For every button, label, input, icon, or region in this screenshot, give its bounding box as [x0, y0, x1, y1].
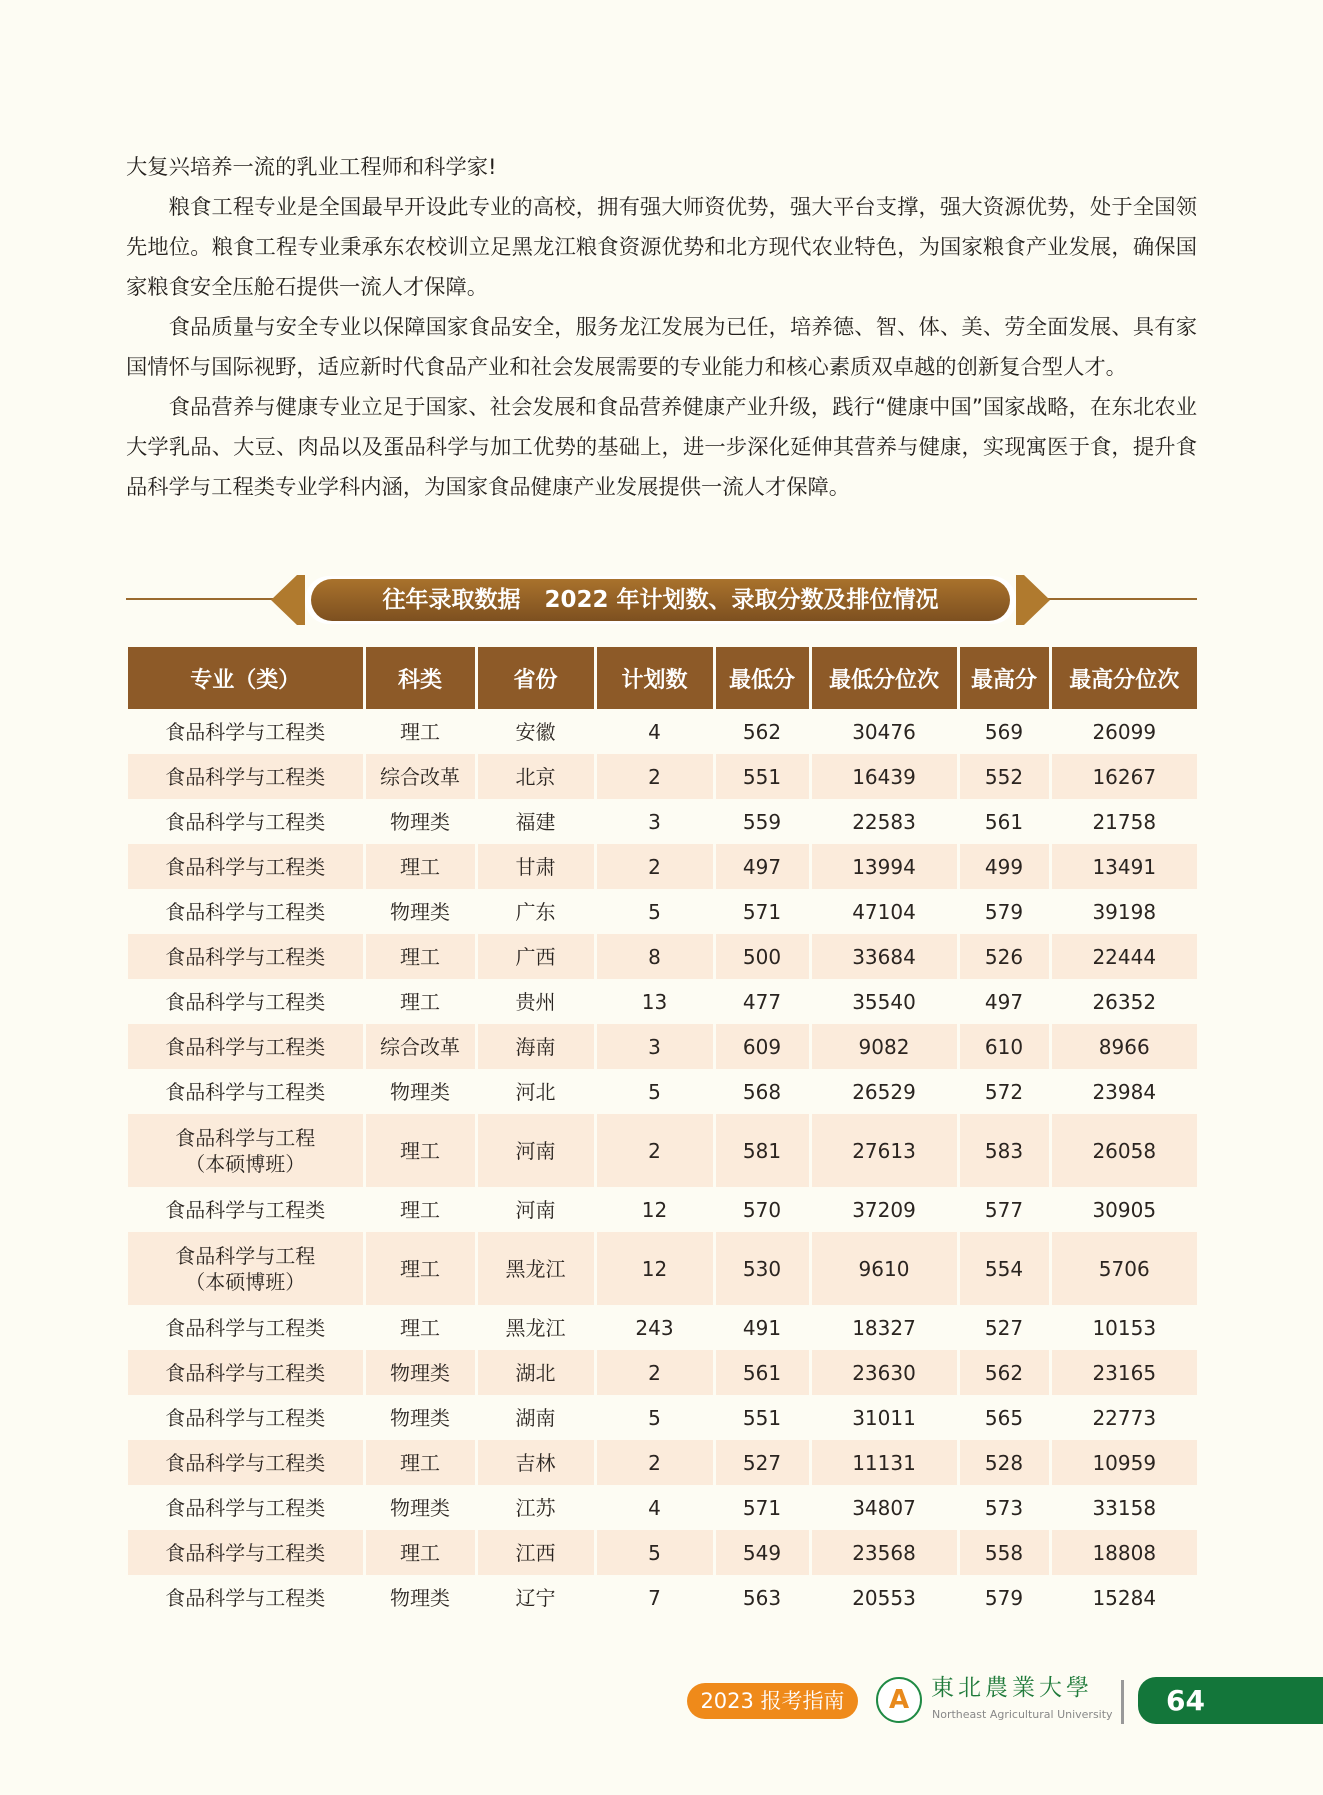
table-cell: 527 — [714, 1440, 810, 1485]
table-cell: 47104 — [810, 889, 958, 934]
column-header: 计划数 — [595, 647, 714, 709]
table-cell: 河北 — [476, 1069, 595, 1114]
table-row — [128, 1530, 1197, 1575]
table-cell: 食品科学与工程类 — [165, 899, 326, 924]
table-cell: 理工 — [364, 709, 476, 754]
table-cell: 甘肃 — [476, 844, 595, 889]
footer-divider — [1121, 1680, 1124, 1724]
table-cell: 573 — [958, 1485, 1050, 1530]
table-cell: 2 — [595, 1350, 714, 1395]
table-cell: 8966 — [1050, 1024, 1197, 1069]
table-cell: 海南 — [476, 1024, 595, 1069]
table-cell: 食品科学与工程类 — [165, 1197, 326, 1222]
paragraph: 粮食工程专业是全国最早开设此专业的高校，拥有强大师资优势，强大平台支撑，强大资源优势，处于全国领先地位。粮食工程专业秉承东农校训立足黑龙江粮食资源优势和北方现代农业特色，为国家粮食产业发展，确保国家粮食安全压舱石提供一流人才保障。 — [126, 195, 1197, 300]
table-cell: 9082 — [810, 1024, 958, 1069]
table-cell: 491 — [714, 1305, 810, 1350]
table-cell: 37209 — [810, 1187, 958, 1232]
table-cell: 理工 — [364, 1114, 476, 1187]
column-header: 省份 — [476, 647, 595, 709]
table-row — [128, 1440, 1197, 1485]
table-cell: 7 — [595, 1575, 714, 1620]
table-cell: 物理类 — [364, 1069, 476, 1114]
table-cell: 569 — [958, 709, 1050, 754]
table-cell: 河南 — [476, 1187, 595, 1232]
table-cell: 22444 — [1050, 934, 1197, 979]
table-cell: 33684 — [810, 934, 958, 979]
table-cell: 528 — [958, 1440, 1050, 1485]
table-row — [128, 1350, 1197, 1395]
table-cell: 广西 — [476, 934, 595, 979]
column-header: 最低分 — [714, 647, 810, 709]
table-cell: 499 — [958, 844, 1050, 889]
table-cell: 5 — [595, 1530, 714, 1575]
table-cell: 福建 — [476, 799, 595, 844]
table-cell: 8 — [595, 934, 714, 979]
table-cell: 568 — [714, 1069, 810, 1114]
table-cell: 23984 — [1050, 1069, 1197, 1114]
table-row — [128, 709, 1197, 754]
table-cell: 22583 — [810, 799, 958, 844]
table-cell: 563 — [714, 1575, 810, 1620]
table-cell: 497 — [958, 979, 1050, 1024]
table-row — [128, 1187, 1197, 1232]
table-cell: 综合改革 — [364, 754, 476, 799]
table-cell: 26099 — [1050, 709, 1197, 754]
table-cell: 16439 — [810, 754, 958, 799]
table-cell: 理工 — [364, 1305, 476, 1350]
table-cell: 31011 — [810, 1395, 958, 1440]
table-cell: 理工 — [364, 1187, 476, 1232]
table-cell: 食品科学与工程类 — [128, 754, 364, 799]
table-cell: 食品科学与工程类 — [128, 1440, 364, 1485]
column-header: 科类 — [364, 647, 476, 709]
university-logo — [876, 1674, 1116, 1726]
table-cell: 26352 — [1050, 979, 1197, 1024]
guide-badge: 2023 报考指南 — [687, 1683, 858, 1719]
table-cell: 561 — [714, 1350, 810, 1395]
table-cell: 558 — [958, 1530, 1050, 1575]
table-cell: 食品科学与工程类 — [165, 719, 326, 744]
table-cell: 食品科学与工程类 — [165, 809, 326, 834]
table-cell: 20553 — [810, 1575, 958, 1620]
table-row — [128, 799, 1197, 844]
table-row — [128, 934, 1197, 979]
table-cell: 食品科学与工程类 — [128, 1530, 364, 1575]
table-cell: 10153 — [1050, 1305, 1197, 1350]
table-cell: 30905 — [1050, 1187, 1197, 1232]
table-cell: 549 — [714, 1530, 810, 1575]
table-cell: 理工 — [364, 844, 476, 889]
table-cell: 570 — [714, 1187, 810, 1232]
table-cell: 583 — [958, 1114, 1050, 1187]
table-cell: 22773 — [1050, 1395, 1197, 1440]
table-cell: 13491 — [1050, 844, 1197, 889]
table-cell: 贵州 — [476, 979, 595, 1024]
table-cell: 12 — [595, 1187, 714, 1232]
table-cell: 551 — [714, 1395, 810, 1440]
table-cell: 5 — [595, 889, 714, 934]
table-cell: 23165 — [1050, 1350, 1197, 1395]
table-cell: 北京 — [476, 754, 595, 799]
table-cell: 江西 — [476, 1530, 595, 1575]
table-cell: 18327 — [810, 1305, 958, 1350]
table-cell: 26529 — [810, 1069, 958, 1114]
table-cell: 理工 — [364, 979, 476, 1024]
table-cell: 4 — [595, 709, 714, 754]
column-header: 最高分位次 — [1050, 647, 1197, 709]
table-cell: 559 — [714, 799, 810, 844]
table-cell: 江苏 — [476, 1485, 595, 1530]
table-cell: 湖南 — [476, 1395, 595, 1440]
paragraph: 食品营养与健康专业立足于国家、社会发展和食品营养健康产业升级，践行“健康中国”国家战略，在东北农业大学乳品、大豆、肉品以及蛋品科学与加工优势的基础上，进一步深化延伸其营养与健康，实现寓医于食，提升食品科学与工程类专业学科内涵，为国家食品健康产业发展提供一流人才保障。 — [126, 395, 1197, 500]
table-cell: 广东 — [476, 889, 595, 934]
table-cell: 物理类 — [364, 1485, 476, 1530]
university-name-cn: 東北農業大學 — [931, 1675, 1093, 1701]
table-cell: 33158 — [1050, 1485, 1197, 1530]
table-cell: 551 — [714, 754, 810, 799]
table-cell: 562 — [958, 1350, 1050, 1395]
table-cell: 18808 — [1050, 1530, 1197, 1575]
table-cell: 食品科学与工程类 — [128, 1024, 364, 1069]
table-cell: 物理类 — [364, 1395, 476, 1440]
table-cell: 562 — [714, 709, 810, 754]
table-cell: 湖北 — [476, 1350, 595, 1395]
body-text — [126, 148, 1197, 508]
table-cell: 579 — [958, 1575, 1050, 1620]
table-cell: 609 — [714, 1024, 810, 1069]
table-cell: 9610 — [810, 1232, 958, 1305]
table-cell: 27613 — [810, 1114, 958, 1187]
section-banner — [271, 575, 1050, 625]
banner-line-right — [1045, 598, 1197, 600]
table-cell: 物理类 — [364, 1575, 476, 1620]
paragraph: 食品质量与安全专业以保障国家食品安全，服务龙江发展为已任，培养德、智、体、美、劳全面发展、具有家国情怀与国际视野，适应新时代食品产业和社会发展需要的专业能力和核心素质双卓越的创新复合型人才。 — [126, 315, 1197, 380]
table-cell: 497 — [714, 844, 810, 889]
table-cell: 26058 — [1050, 1114, 1197, 1187]
table-cell: 5706 — [1050, 1232, 1197, 1305]
table-row — [128, 844, 1197, 889]
table-cell: 食品科学与工程类 — [128, 934, 364, 979]
table-cell: 577 — [958, 1187, 1050, 1232]
table-cell: 12 — [595, 1232, 714, 1305]
table-cell: 30476 — [810, 709, 958, 754]
table-cell: 食品科学与工程类 — [165, 1079, 326, 1104]
table-cell: 理工 — [364, 1232, 476, 1305]
column-header: 最高分 — [958, 647, 1050, 709]
admission-table — [128, 647, 1197, 1620]
table-cell: 食品科学与工程类 — [165, 989, 326, 1014]
paragraph: 大复兴培养一流的乳业工程师和科学家! — [126, 155, 497, 180]
table-cell: 3 — [595, 799, 714, 844]
table-cell: 物理类 — [364, 1350, 476, 1395]
table-cell: 食品科学与工程类 — [165, 1495, 326, 1520]
table-cell: 561 — [958, 799, 1050, 844]
table-row — [128, 754, 1197, 799]
table-cell: 579 — [958, 889, 1050, 934]
table-cell: 39198 — [1050, 889, 1197, 934]
table-cell: 理工 — [364, 1440, 476, 1485]
page-number-box — [1138, 1677, 1323, 1724]
table-cell: 11131 — [810, 1440, 958, 1485]
table-cell: 23568 — [810, 1530, 958, 1575]
table-cell: 食品科学与工程类 — [165, 1585, 326, 1610]
table-row — [128, 889, 1197, 934]
table-cell: 21758 — [1050, 799, 1197, 844]
table-cell: 物理类 — [364, 889, 476, 934]
table-cell: 食品科学与工程类 — [165, 1405, 326, 1430]
table-cell: 食品科学与工程类 — [128, 1350, 364, 1395]
table-cell: 552 — [958, 754, 1050, 799]
table-cell: 2 — [595, 1114, 714, 1187]
seal-icon: A — [876, 1677, 922, 1723]
table-cell: 2 — [595, 844, 714, 889]
table-cell: 35540 — [810, 979, 958, 1024]
table-header-row — [128, 647, 1197, 709]
table-cell: 综合改革 — [364, 1024, 476, 1069]
table-cell: 食品科学与工程类 — [128, 844, 364, 889]
column-header: 最低分位次 — [810, 647, 958, 709]
banner-title: 往年录取数据 2022 年计划数、录取分数及排位情况 — [382, 587, 939, 613]
table-cell: 13994 — [810, 844, 958, 889]
table-cell: 安徽 — [476, 709, 595, 754]
table-cell: 食品科学与工程类 — [165, 1315, 326, 1340]
table-cell: 5 — [595, 1395, 714, 1440]
table-cell: 500 — [714, 934, 810, 979]
table-cell: 黑龙江 — [476, 1305, 595, 1350]
table-cell: 526 — [958, 934, 1050, 979]
column-header: 专业（类） — [128, 647, 364, 709]
table-cell: 477 — [714, 979, 810, 1024]
table-cell: 吉林 — [476, 1440, 595, 1485]
table-cell: 黑龙江 — [476, 1232, 595, 1305]
table-row — [128, 1232, 1197, 1305]
table-cell: 理工 — [364, 934, 476, 979]
table-cell: 565 — [958, 1395, 1050, 1440]
table-cell: 4 — [595, 1485, 714, 1530]
table-cell: 10959 — [1050, 1440, 1197, 1485]
table-cell: 2 — [595, 754, 714, 799]
table-row — [128, 1069, 1197, 1114]
table-cell: 河南 — [476, 1114, 595, 1187]
table-cell: 243 — [595, 1305, 714, 1350]
table-cell: 食品科学与工程 （本硕博班） — [128, 1232, 364, 1305]
table-cell: 16267 — [1050, 754, 1197, 799]
table-cell: 527 — [958, 1305, 1050, 1350]
table-cell: 辽宁 — [476, 1575, 595, 1620]
table-cell: 572 — [958, 1069, 1050, 1114]
table-row — [128, 1395, 1197, 1440]
table-cell: 571 — [714, 1485, 810, 1530]
table-cell: 610 — [958, 1024, 1050, 1069]
table-cell: 3 — [595, 1024, 714, 1069]
table-cell: 理工 — [364, 1530, 476, 1575]
banner-line-left — [126, 598, 276, 600]
table-row — [128, 1575, 1197, 1620]
page-number: 64 — [1166, 1684, 1205, 1717]
table-cell: 15284 — [1050, 1575, 1197, 1620]
table-row — [128, 1305, 1197, 1350]
table-row — [128, 979, 1197, 1024]
table-cell: 5 — [595, 1069, 714, 1114]
table-cell: 581 — [714, 1114, 810, 1187]
table-cell: 13 — [595, 979, 714, 1024]
table-cell: 571 — [714, 889, 810, 934]
table-cell: 23630 — [810, 1350, 958, 1395]
table-row — [128, 1485, 1197, 1530]
table-cell: 34807 — [810, 1485, 958, 1530]
table-cell: 530 — [714, 1232, 810, 1305]
table-cell: 物理类 — [364, 799, 476, 844]
table-row — [128, 1114, 1197, 1187]
table-cell: 554 — [958, 1232, 1050, 1305]
table-row — [128, 1024, 1197, 1069]
table-cell: 2 — [595, 1440, 714, 1485]
university-name-en: Northeast Agricultural University — [932, 1708, 1113, 1721]
table-cell: 食品科学与工程 （本硕博班） — [128, 1114, 364, 1187]
